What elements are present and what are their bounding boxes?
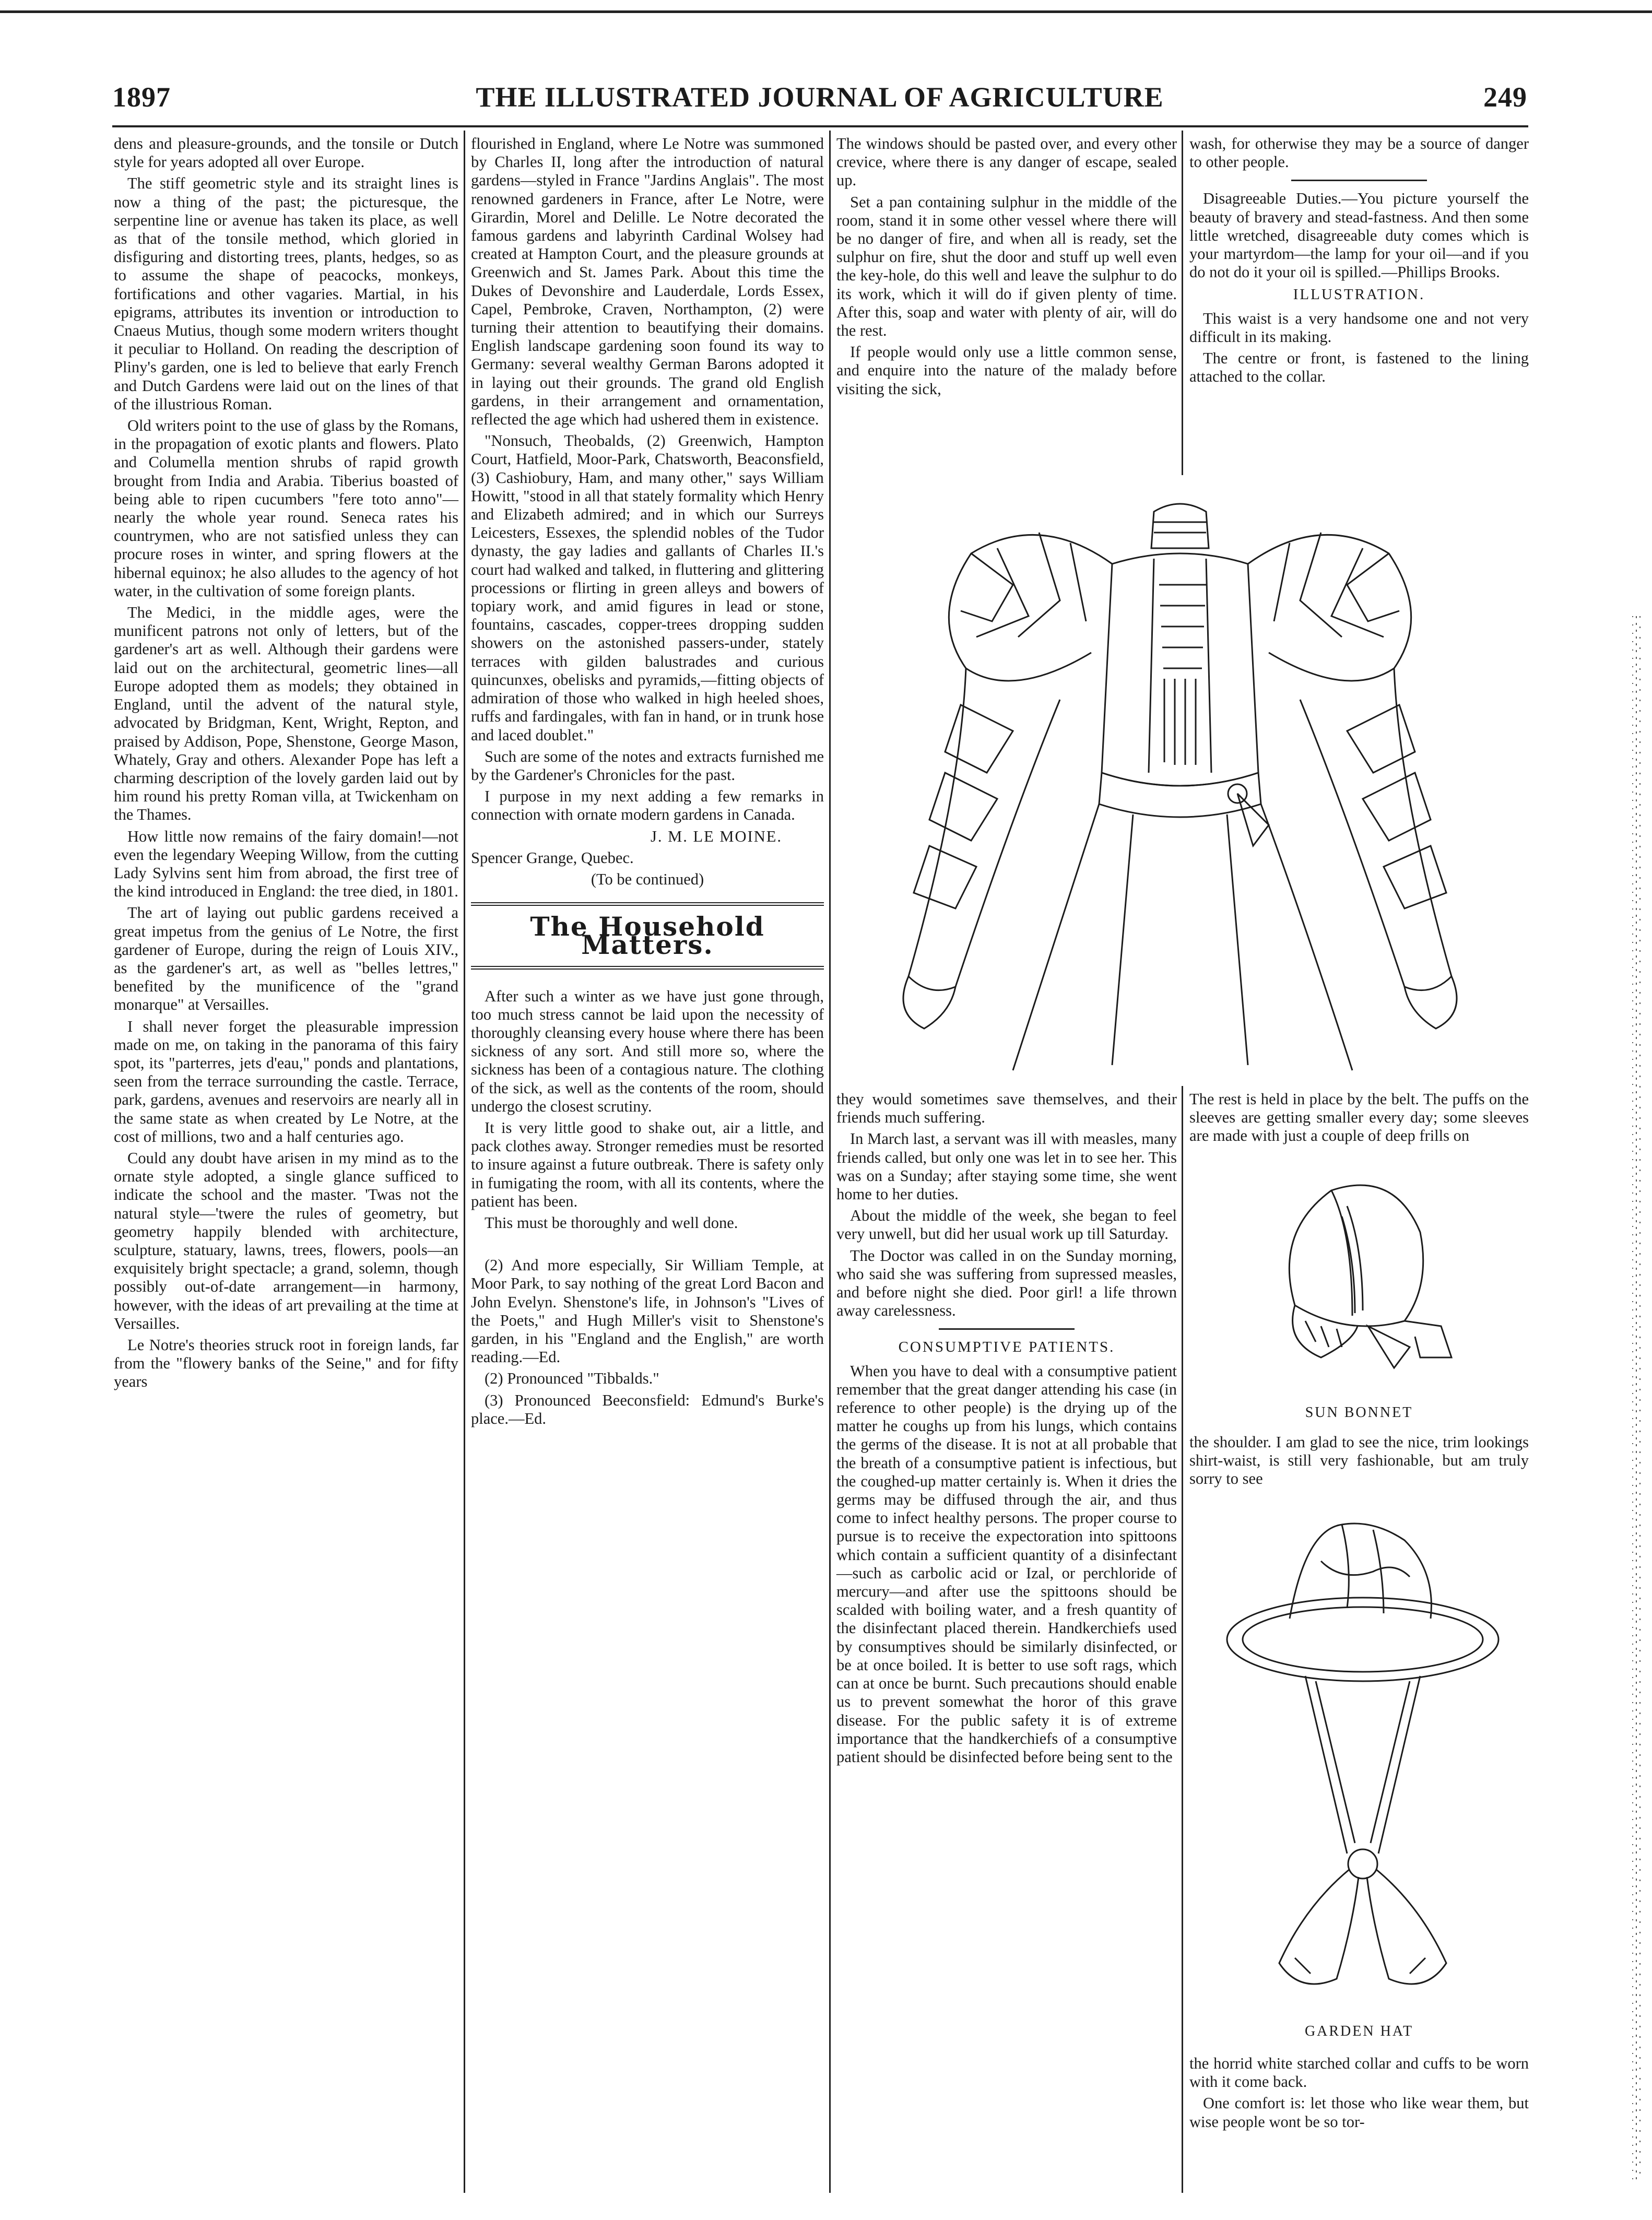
paragraph: Could any doubt have arisen in my mind as to the ornate style adopted, a single glance sufficed to indicate the school and the master. 'Twas not the natural style—'twere the rules of geometry, but geometry happily blended with architecture, sculpture, statuary, lawns, trees, flowers, pools—an exquisitely bright spectacle; a grand, solemn, though possibly out-of-date arrangement—in harmony, however, with the ideas of art prevailing at the time at Versailles. [114,1149,458,1332]
paragraph: The Medici, in the middle ages, were the munificent patrons not only of letters, but of the gardener's art as well. Although their gardens were laid out on the architectural, geometric lines—all Europe adopted them as models; they obtained in England, until the advent of the natural style, advocated by Bridgman, Kent, Wright, Repton, and praised by Addison, Pope, Shenstone, George Mason, Whately, Gray and others. Alexander Pope has left a charming description of the lovely garden laid out by him round his pretty Roman villa, at Twickenham on the Thames. [114,604,458,824]
paragraph: Le Notre's theories struck root in foreign lands, far from the "flowery banks of the Seine," and for fifty years [114,1336,458,1391]
paragraph: wash, for otherwise they may be a source of danger to other people. [1189,135,1529,171]
paragraph: The art of laying out public gardens received a great impetus from the genius of Le Notre, the first gardener of Europe, during the reign of Louis XIV., as the gardener's art, as well as "belles lettres," benefited by the munificence of the "grand monarque" at Versailles. [114,904,458,1014]
paragraph: One comfort is: let those who like wear them, but wise people wont be so tor- [1189,2094,1529,2131]
paragraph: The centre or front, is fastened to the lining attached to the collar. [1189,349,1529,386]
shirt-waist-illustration [841,480,1525,1076]
paragraph: dens and pleasure-grounds, and the tonsile or Dutch style for years adopted all over Europe. [114,135,458,171]
footnote: (3) Pronounced Beeconsfield: Edmund's Burke's place.—Ed. [471,1391,824,1427]
paragraph: This waist is a very handsome one and not very difficult in its making. [1189,309,1529,346]
scan-edge-noise [1629,616,1644,2182]
sun-bonnet-caption: SUN BONNET [1305,1404,1413,1421]
column-4-middle [1189,1433,1529,1492]
paragraph: the shoulder. I am glad to see the nice, trim lookings shirt-waist, is still very fashionable, but am truly sorry to see [1189,1433,1529,1488]
header-page-number: 249 [1483,81,1527,113]
column-divider [1182,1086,1183,2193]
section-title-household-matters: The Household Matters. [471,902,824,969]
garden-hat-illustration [1217,1509,1509,2010]
footnote: (2) Pronounced "Tibbalds." [485,1369,659,1388]
header-rule [112,125,1528,127]
author-signature: J. M. LE MOINE. [651,827,782,845]
paragraph: When you have to deal with a consumptive patient remember that the great danger attending his case (in reference to other people) is the drying up of the matter he coughs up from his lungs, which contains the germs of the disease. It is not at all probable that the breath of a consumptive patient is infectious, but the coughed-up matter certainly is. When it dries the germs may be diffused through the air, and thus come to infect healthy persons. The proper course to pursue is to receive the expectoration into spittoons which contain a sufficient quantity of a disinfectant—such as carbolic acid or Izal, or perchloride of mercury—and after use the spittoons should be scalded with boiling water, and a fresh quantity of the disinfectant placed therein. Handkerchiefs used by consumptives should be similarly disinfected, or be at once boiled. It is better to use soft rags, which can at once be burnt. Such precautions should enable us to prevent somewhat the horor of this grave disease. For the public safety it is of extreme importance that the handkerchiefs of a consumptive patient should be disinfected before being sent to the [836,1362,1177,1766]
column-divider [829,131,831,2193]
paragraph: About the middle of the week, she began to feel very unwell, but did her usual work up till Saturday. [836,1207,1177,1243]
paragraph: In March last, a servant was ill with measles, many friends called, but only one was let in to see her. This was on a Sunday; after staying some time, she went home to her duties. [836,1130,1177,1203]
column-divider [464,131,465,2193]
paragraph: Disagreeable Duties.—You picture yourself the beauty of bravery and stead-fastness. And then some little wretched, disagreeable duty comes which is your martyrdom—the lamp for your oil—and if you do not do it your oil is spilled.—Phillips Brooks. [1189,190,1529,281]
paragraph: If people would only use a little common sense, and enquire into the nature of the malady before visiting the sick, [836,343,1177,398]
column-4-end [1189,2054,1529,2134]
footnote: (2) And more especially, Sir William Temple, at Moor Park, to say nothing of the great Lord Bacon and John Evelyn. Shenstone's life, in Johnson's "Lives of the Poets," and Hugh Miller's visit to Shenstone's garden, in his "England and the English," are worth reading.—Ed. [471,1256,824,1366]
paragraph: flourished in England, where Le Notre was summoned by Charles II, long after the introduction of natural gardens—styled in France "Jardins Anglais". The most renowned gardeners in France, after Le Notre, were Girardin, Morel and Delille. Le Notre decorated the famous gardens and labyrinth Cardinal Wolsey had created at Hampton Court, and the pleasure grounds at Greenwich and St. James Park. About this time the Dukes of Devonshire and Lauderdale, Lords Essex, Capel, Pembroke, Craven, Northampton, (2) were turning their attention to beautifying their domains. English landscape gardening soon found its way to Germany: several wealthy German Barons adopted it in laying out their grounds. The grand old English gardens, in their arrangement and ornamentation, reflected the age which had ushered them in existence. [471,135,824,429]
paragraph: The rest is held in place by the belt. The puffs on the sleeves are getting smaller every day; some sleeves are made with just a couple of deep frills on [1189,1090,1529,1145]
paragraph: they would sometimes save themselves, and their friends much suffering. [836,1090,1177,1127]
paragraph: "Nonsuch, Theobalds, (2) Greenwich, Hampton Court, Hatfield, Moor-Park, Chatsworth, Beaconsfield, (3) Cashiobury, Ham, and many other," says William Howitt, "stood in all that stately formality which Henry and Elizabeth admired; and in which our Surreys Leicesters, Essexes, the splendid nobles of the Tudor dynasty, the gay ladies and gallants of Charles II.'s court had walked and talked, in fluttering and glittering processions or flirting in green alleys and bowers of topiary work, and amid figures in lead or stone, fountains, cascades, copper-trees dropping sudden showers on the astonished passers-under, stately terraces with gilden balustrades and curious quincunxes, obelisks and pyramids,—fitting objects of admiration of those who walked in high heeled shoes, ruffs and fardingales, with fan in hand, or in trunk hose and laced doublet." [471,432,824,744]
consumptive-patients-heading: CONSUMPTIVE PATIENTS. [898,1339,1115,1356]
paragraph: I purpose in my next adding a few remarks in connection with ornate modern gardens in Canada. [471,787,824,824]
paragraph: Such are some of the notes and extracts furnished me by the Gardener's Chronicles for the past. [471,747,824,784]
paragraph: How little now remains of the fairy domain!—not even the legendary Weeping Willow, from the cutting Lady Sylvins sent him from abroad, the first tree of the kind introduced in England: the tree died, in 1801. [114,827,458,901]
column-1 [114,135,458,1395]
column-4-bottom [1189,1090,1529,1149]
column-4-top [1189,135,1529,389]
column-2 [471,135,824,1431]
paragraph: Set a pan containing sulphur in the middle of the room, stand it in some other vessel where there will be no danger of fire, and when all is ready, set the sulphur on fire, shut the door and stuff up well even the key-hole, do this well and leave the sulphur to do its work, which it will do if given plenty of time. After this, soap and water with plenty of air, will do the rest. [836,193,1177,340]
paragraph: The Doctor was called in on the Sunday morning, who said she was suffering from supressed measles, and before night she died. Poor girl! a life thrown away carelessness. [836,1246,1177,1320]
sun-bonnet-illustration [1264,1170,1462,1389]
paragraph: the horrid white starched collar and cuffs to be worn with it come back. [1189,2054,1529,2091]
paragraph: Old writers point to the use of glass by the Romans, in the propagation of exotic plants and flowers. Plato and Columella mention shrubs of rapid growth brought from India and Arabia. Tiberius boasted of being able to ripen cucumbers "fere toto anno"—nearly the whole year round. Seneca rates his countrymen, who are not satisfied unless they can procure roses in winter, and spring flowers at the hibernal equinox; he also alludes to the agency of hot water, in the cultivation of some foreign plants. [114,417,458,600]
page-header [112,81,1527,117]
garden-hat-caption: GARDEN HAT [1304,2023,1414,2039]
illustration-heading: ILLUSTRATION. [1293,286,1425,303]
header-title: THE ILLUSTRATED JOURNAL OF AGRICULTURE [476,81,1164,113]
paragraph: After such a winter as we have just gone through, too much stress cannot be laid upon the necessity of thoroughly cleansing every house where there has been sickness of any sort. And still more so, where the sickness has been of a contagious nature. The clothing of the sick, as well as the contents of the room, should undergo the closest scrutiny. [471,987,824,1115]
top-border-line [0,10,1652,13]
paragraph: It is very little good to shake out, air a little, and pack clothes away. Stronger remedies must be resorted to insure against a future outbreak. There is safety only in fumigating the room, with all its contents, where the patient has been. [471,1118,824,1210]
header-year: 1897 [112,81,171,113]
separator-rule [939,1328,1075,1330]
paragraph: The stiff geometric style and its straight lines is now a thing of the past; the picturesque, the serpentine line or avenue has taken its place, as well as that of the tonsile method, which gloried in disfiguring and distorting trees, plants, hedges, so as to assume the shape of peacocks, monkeys, fortifications and other vagaries. Martial, in his epigrams, attributes its invention or introduction to Cnaeus Mutius, though some modern writers thought it peculiar to Holland. On reading the description of Pliny's garden, one is led to believe that early French and Dutch Gardens were laid out on the lines of that of the illustrious Roman. [114,174,458,413]
author-place: Spencer Grange, Quebec. [471,848,634,867]
separator-rule [1291,180,1427,181]
column-divider [1182,131,1183,475]
paragraph: I shall never forget the pleasurable impression made on me, on taking in the panorama of this fairy spot, its "parterres, jets d'eau," ponds and plantations, seen from the terrace surrounding the castle. Terrace, park, gardens, avenues and reservoirs are nearly all in the same state as when created by Le Notre, at the cost of millions, two and a half centuries ago. [114,1017,458,1146]
paragraph: The windows should be pasted over, and every other crevice, where there is any danger of escape, sealed up. [836,135,1177,190]
paragraph: This must be thoroughly and well done. [485,1213,738,1232]
column-3-bottom [836,1090,1177,1769]
column-3-top [836,135,1177,402]
continued-note: (To be continued) [591,870,704,888]
